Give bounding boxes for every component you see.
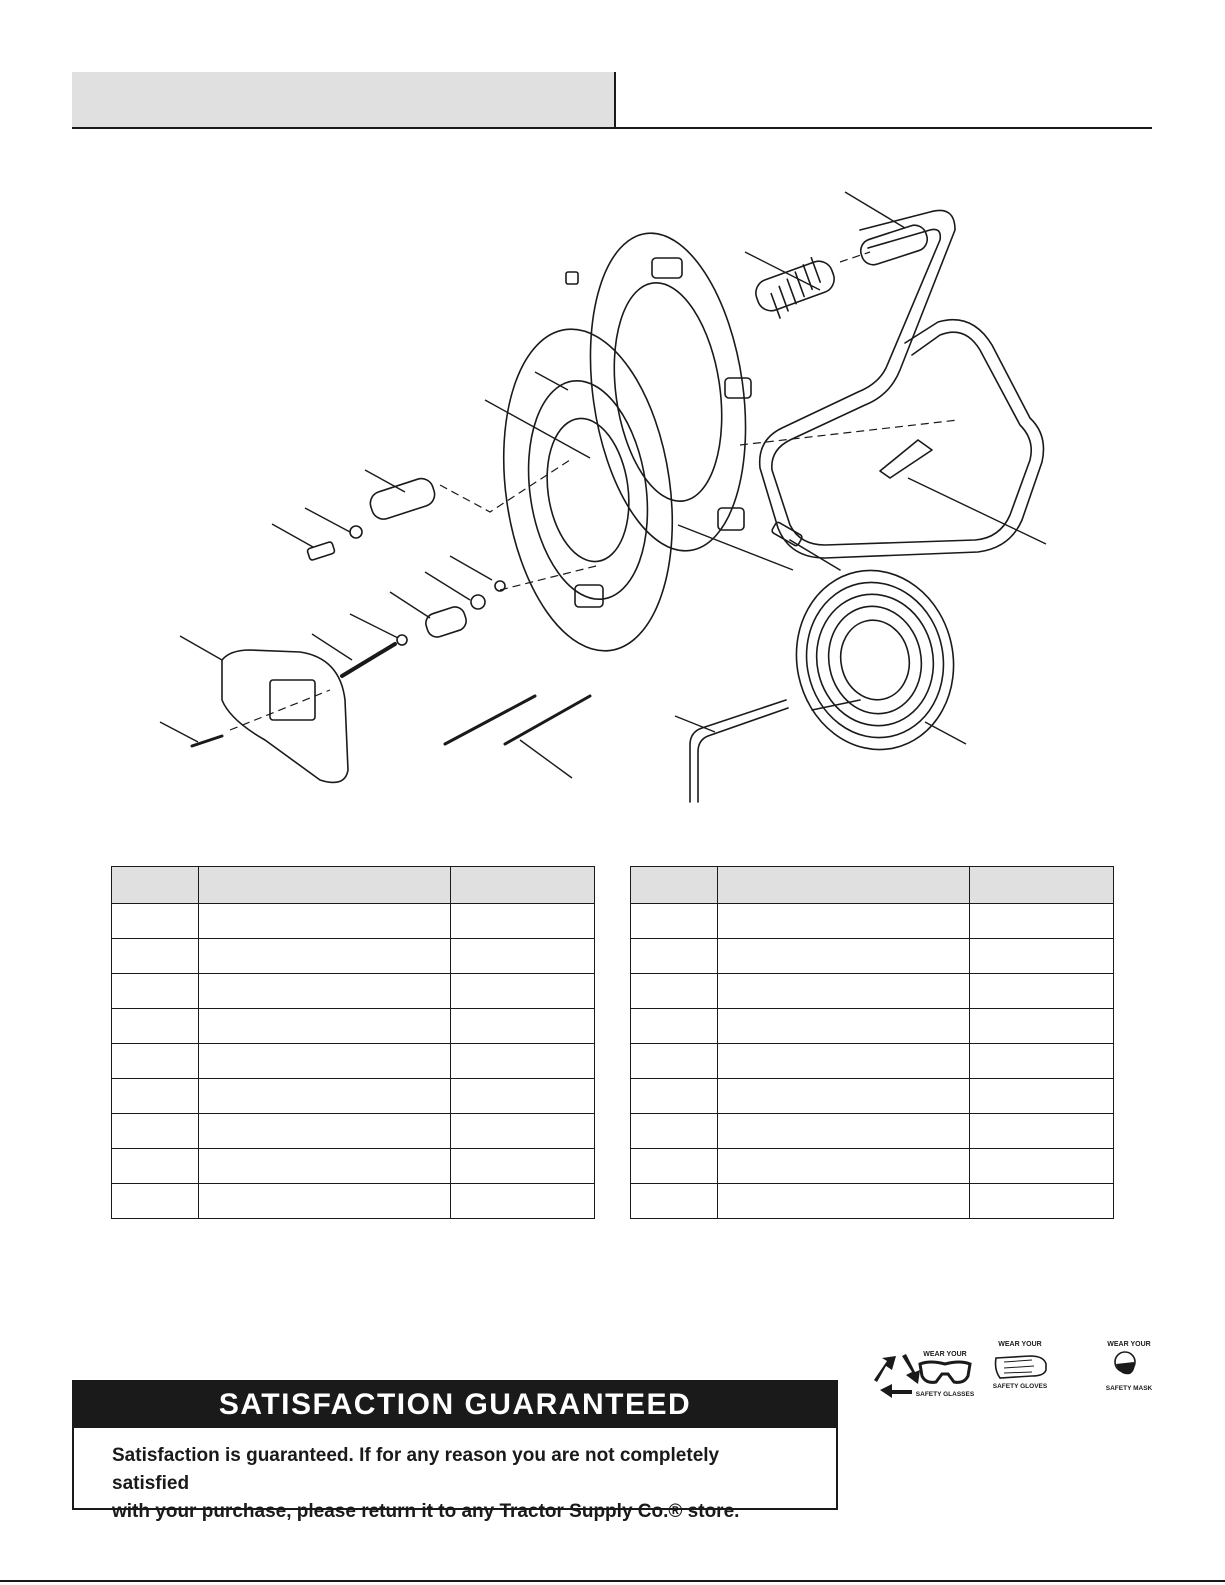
bottom-rule [0, 1580, 1225, 1582]
cable-ties [445, 696, 590, 744]
table-cell [450, 974, 594, 1009]
table-cell [198, 939, 450, 974]
table-cell [631, 939, 718, 974]
table-cell [198, 974, 450, 1009]
table-cell [631, 1114, 718, 1149]
table-cell [969, 1184, 1113, 1219]
small-hardware [192, 272, 932, 746]
table-cell [198, 1079, 450, 1114]
table-cell [969, 1149, 1113, 1184]
guarantee-title: SATISFACTION GUARANTEED [74, 1382, 836, 1428]
table-header-row [112, 867, 595, 904]
table-cell [112, 1079, 199, 1114]
table-cell [450, 1079, 594, 1114]
front-flange [484, 318, 691, 662]
table-cell [969, 904, 1113, 939]
safety-glasses-top: WEAR YOUR [923, 1351, 967, 1358]
table-row [631, 1044, 1114, 1079]
table-cell [112, 1149, 199, 1184]
table-cell [198, 1114, 450, 1149]
table-cell [631, 1009, 718, 1044]
table-row [112, 1114, 595, 1149]
table-row [631, 1149, 1114, 1184]
table-row [631, 904, 1114, 939]
guarantee-line-2: with your purchase, please return it to any Tractor Supply Co.® store. [112, 1501, 740, 1522]
table-cell [717, 1149, 969, 1184]
safety-gloves-top: WEAR YOUR [998, 1341, 1042, 1348]
table-row [631, 1009, 1114, 1044]
table-cell [717, 1184, 969, 1219]
table-cell [631, 1184, 718, 1219]
table-cell [112, 904, 199, 939]
header-title-block [72, 72, 616, 128]
table-row [112, 939, 595, 974]
satisfaction-guarantee-box [72, 1380, 838, 1522]
header-cell [631, 867, 718, 904]
table-row [631, 1114, 1114, 1149]
table-cell [631, 904, 718, 939]
recycle-icon [874, 1354, 920, 1398]
table-row [631, 939, 1114, 974]
table-row [112, 1044, 595, 1079]
header-bar [72, 72, 1152, 128]
table-cell [717, 1009, 969, 1044]
table-row [112, 1009, 595, 1044]
safety-glasses-bottom: SAFETY GLASSES [915, 1391, 975, 1398]
table-row [112, 974, 595, 1009]
back-flange [571, 223, 764, 561]
table-cell [112, 1114, 199, 1149]
table-cell [969, 1114, 1113, 1149]
table-row [631, 1184, 1114, 1219]
header-cell [450, 867, 594, 904]
table-cell [198, 1044, 450, 1079]
table-cell [631, 1044, 718, 1079]
table-cell [112, 1009, 199, 1044]
header-rule [72, 127, 1152, 129]
table-cell [112, 974, 199, 1009]
table-cell [198, 1009, 450, 1044]
table-cell [450, 1044, 594, 1079]
table-cell [450, 939, 594, 974]
table-cell [717, 1114, 969, 1149]
header-cell [198, 867, 450, 904]
table-cell [631, 974, 718, 1009]
table-cell [717, 939, 969, 974]
side-cover [222, 650, 348, 782]
table-cell [631, 1149, 718, 1184]
table-row [112, 1184, 595, 1219]
allen-wrench [690, 700, 788, 802]
table-cell [112, 1044, 199, 1079]
table-row [112, 904, 595, 939]
table-cell [450, 904, 594, 939]
reel-frame [760, 210, 1044, 558]
table-row [631, 974, 1114, 1009]
guarantee-body [74, 1428, 836, 1526]
table-row [631, 1079, 1114, 1114]
safety-mask-icon [1106, 1341, 1153, 1392]
table-cell [717, 1044, 969, 1079]
table-row [112, 1079, 595, 1114]
table-cell [717, 1079, 969, 1114]
header-cell [112, 867, 199, 904]
table-cell [969, 1009, 1113, 1044]
safety-gloves-icon [993, 1341, 1048, 1390]
safety-icons [872, 1340, 1172, 1410]
table-cell [198, 904, 450, 939]
table-cell [969, 1079, 1113, 1114]
hose-coil [771, 521, 970, 764]
table-cell [717, 904, 969, 939]
table-header-row [631, 867, 1114, 904]
safety-gloves-bottom: SAFETY GLOVES [992, 1383, 1048, 1390]
table-cell [198, 1184, 450, 1219]
safety-mask-bottom: SAFETY MASK [1105, 1385, 1153, 1392]
safety-mask-top: WEAR YOUR [1107, 1341, 1151, 1348]
guarantee-line-1: Satisfaction is guaranteed. If for any reason you are not completely satisfied [112, 1445, 720, 1494]
table-row [112, 1149, 595, 1184]
table-cell [450, 1009, 594, 1044]
parts-table-left [111, 866, 595, 1219]
table-cell [450, 1149, 594, 1184]
header-cell [969, 867, 1113, 904]
table-cell [198, 1149, 450, 1184]
table-cell [969, 974, 1113, 1009]
table-cell [631, 1079, 718, 1114]
safety-glasses-icon [916, 1351, 975, 1398]
table-cell [450, 1114, 594, 1149]
table-cell [717, 974, 969, 1009]
table-cell [112, 1184, 199, 1219]
table-cell [969, 1044, 1113, 1079]
parts-table-right [630, 866, 1114, 1219]
header-cell [717, 867, 969, 904]
handle-grip [752, 257, 838, 318]
table-cell [450, 1184, 594, 1219]
table-cell [112, 939, 199, 974]
exploded-parts-diagram [0, 140, 1225, 840]
table-cell [969, 939, 1113, 974]
